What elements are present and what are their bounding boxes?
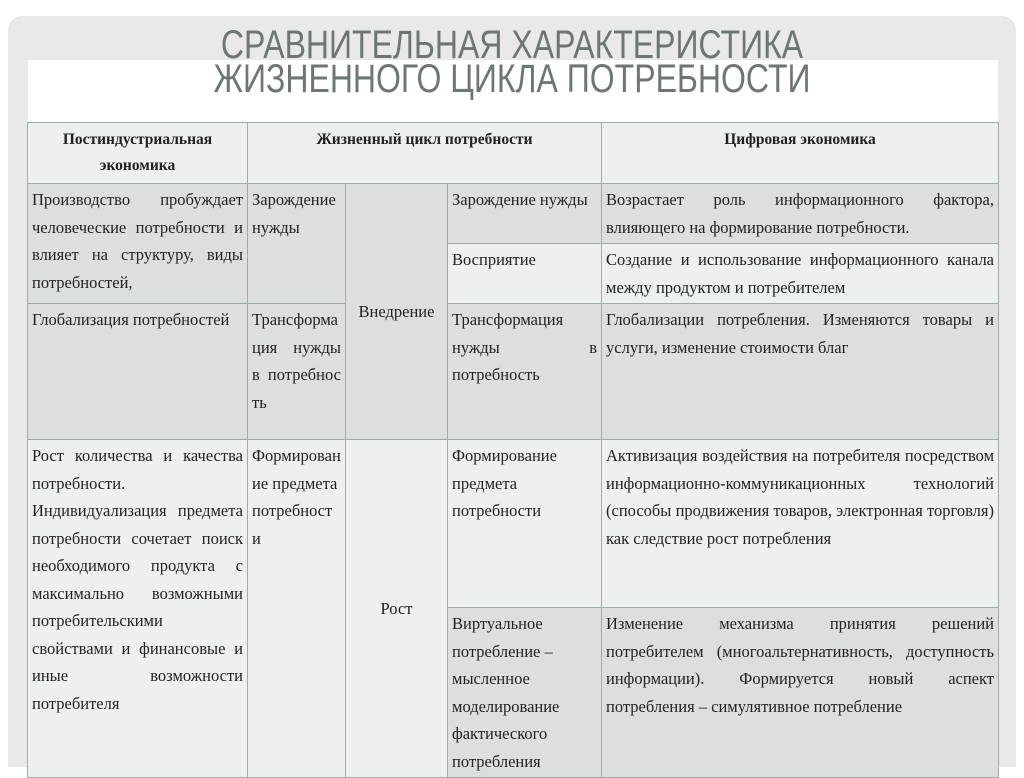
- cell-sub: Трансформация нужды в потребность: [448, 304, 602, 440]
- table-row: [28, 304, 999, 440]
- cell-post: Рост количества и качества потребности. Индивидуализация предмета потребности сочетает поиск необходимого продукта с максимально возможными потребительскими свойствами и финансовые и иные возможности потребителя: [28, 440, 248, 778]
- cell-digital: Глобализации потребления. Изменяются товары и услуги, изменение стоимости благ: [602, 304, 999, 440]
- header-row: [28, 123, 999, 184]
- cell-stage: Рост: [346, 440, 448, 778]
- table-row: [28, 184, 999, 244]
- title-line-1: СРАВНИТЕЛЬНАЯ ХАРАКТЕРИСТИКА: [220, 23, 804, 67]
- cell-post: Глобализация потребностей: [28, 304, 248, 440]
- cell-cycle: Трансформация нужды в потребность: [248, 304, 346, 440]
- cell-sub: Зарождение нужды: [448, 184, 602, 244]
- header-post-industrial: Постиндустриальная экономика: [28, 123, 248, 184]
- table-row: [28, 440, 999, 608]
- comparison-table: [27, 122, 999, 778]
- cell-digital: Изменение механизма принятия решений потребителем (многоальтернативность, доступность информации). Формируется новый аспект потребления – симулятивное потребление: [602, 608, 999, 778]
- title-line-2: ЖИЗНЕННОГО ЦИКЛА ПОТРЕБНОСТИ: [213, 57, 811, 101]
- slide-title: [0, 23, 1024, 101]
- cell-post: Производство пробуждает человеческие потребности и влияет на структуру, виды потребностей,: [28, 184, 248, 304]
- header-life-cycle: Жизненный цикл потребности: [248, 123, 602, 184]
- cell-sub: Восприятие: [448, 244, 602, 304]
- cell-sub: Формирование предмета потребности: [448, 440, 602, 608]
- cell-cycle: Зарождение нужды: [248, 184, 346, 304]
- cell-stage: Внедрение: [346, 184, 448, 440]
- cell-digital: Возрастает роль информационного фактора, влияющего на формирование потребности.: [602, 184, 999, 244]
- cell-digital: Активизация воздействия на потребителя посредством информационно-коммуникационных технологий (способы продвижения товаров, электронная торговля) как следствие рост потребления: [602, 440, 999, 608]
- cell-cycle: Формирование предмета потребности: [248, 440, 346, 778]
- cell-sub: Виртуальное потребление – мысленное моделирование фактического потребления: [448, 608, 602, 778]
- header-digital: Цифровая экономика: [602, 123, 999, 184]
- cell-digital: Создание и использование информационного канала между продуктом и потребителем: [602, 244, 999, 304]
